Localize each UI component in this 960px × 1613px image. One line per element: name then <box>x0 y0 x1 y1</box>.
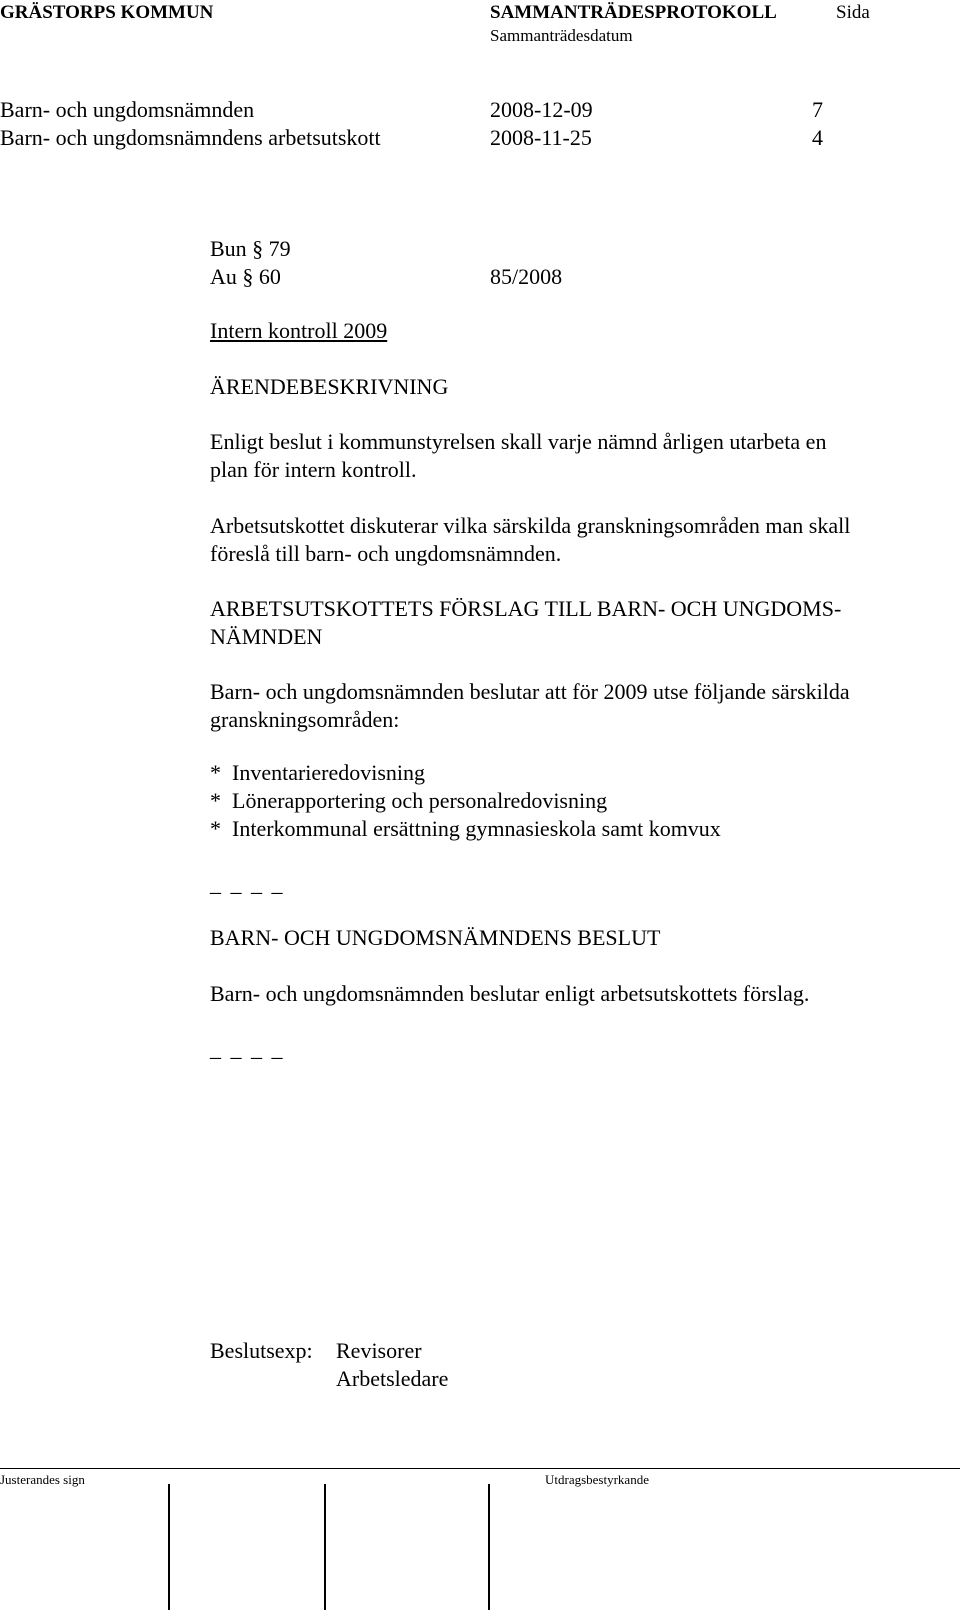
signature-box-divider <box>488 1484 490 1610</box>
date-label: Sammanträdesdatum <box>490 26 633 45</box>
case-title: Intern kontroll 2009 <box>210 318 388 343</box>
proposal-line: Barn- och ungdomsnämnden beslutar att för 2009 utse följande särskilda <box>210 679 850 704</box>
proposal-line: granskningsområden: <box>210 707 400 732</box>
proposal-heading: ARBETSUTSKOTTETS FÖRSLAG TILL BARN- OCH UNGDOMS- <box>210 596 842 621</box>
description-line: föreslå till barn- och ungdomsnämnden. <box>210 541 562 566</box>
meeting-page: 4 <box>812 125 823 150</box>
bun-paragraph: Bun § 79 <box>210 236 291 261</box>
separator: _ _ _ _ <box>210 871 285 896</box>
signature-box-divider <box>324 1484 326 1610</box>
signature-box-divider <box>168 1484 170 1610</box>
separator: _ _ _ _ <box>210 1036 285 1061</box>
description-line: Arbetsutskottet diskuterar vilka särskilda granskningsområden man skall <box>210 513 851 538</box>
proposal-item: * Inventarieredovisning <box>210 760 426 785</box>
decision-text: Barn- och ungdomsnämnden beslutar enligt arbetsutskottets förslag. <box>210 981 810 1006</box>
extract-label: Utdragsbestyrkande <box>545 1472 649 1487</box>
dispatch-label: Beslutsexp: <box>210 1338 313 1363</box>
au-paragraph: Au § 60 <box>210 264 281 289</box>
document-type: SAMMANTRÄDESPROTOKOLL <box>490 2 777 23</box>
dispatch-recipient: Revisorer <box>336 1338 422 1363</box>
proposal-heading: NÄMNDEN <box>210 624 323 649</box>
footer-rule <box>0 1468 960 1469</box>
meeting-page: 7 <box>812 97 823 122</box>
description-line: plan för intern kontroll. <box>210 457 417 482</box>
meeting-body: Barn- och ungdomsnämnden <box>0 97 255 122</box>
meeting-date: 2008-11-25 <box>490 125 592 150</box>
municipality-name: GRÄSTORPS KOMMUN <box>0 2 214 23</box>
decision-heading: BARN- OCH UNGDOMSNÄMNDENS BESLUT <box>210 925 661 950</box>
description-line: Enligt beslut i kommunstyrelsen skall varje nämnd årligen utarbeta en <box>210 429 827 454</box>
description-heading: ÄRENDEBESKRIVNING <box>210 374 449 399</box>
dispatch-recipient: Arbetsledare <box>336 1366 449 1391</box>
proposal-item: * Lönerapportering och personalredovisning <box>210 788 608 813</box>
sign-label: Justerandes sign <box>0 1472 85 1487</box>
page-label: Sida <box>836 2 870 23</box>
meeting-body: Barn- och ungdomsnämndens arbetsutskott <box>0 125 381 150</box>
diary-number: 85/2008 <box>490 264 563 289</box>
meeting-date: 2008-12-09 <box>490 97 593 122</box>
proposal-item: * Interkommunal ersättning gymnasieskola samt komvux <box>210 816 721 841</box>
